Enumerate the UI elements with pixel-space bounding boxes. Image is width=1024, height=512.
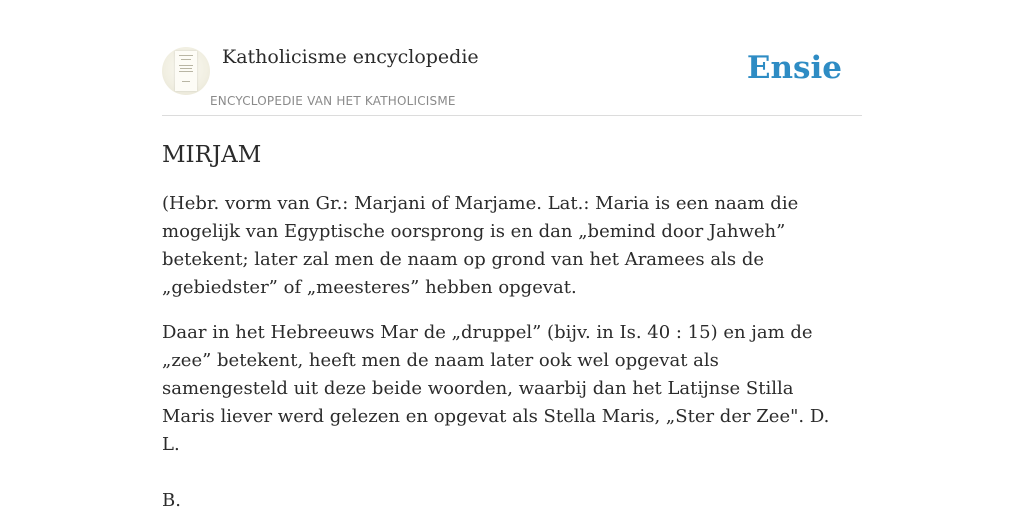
ensie-logo-link[interactable]: Ensie [746, 50, 842, 86]
entry-content [162, 140, 842, 512]
site-title[interactable]: Katholicisme encyclopedie [222, 46, 479, 68]
entry-paragraph: (Hebr. vorm van Gr.: Marjani of Marjame. Lat.: Maria is een naam die mogelijk van Egyptische oorsprong is en dan „bemind door Jahweh” betekent; later zal men de naam op grond van het Aramees als de „gebiedster” of „meesteres” hebben opgevat. [162, 193, 799, 298]
site-header [162, 40, 862, 116]
site-subtitle: ENCYCLOPEDIE VAN HET KATHOLICISME [210, 94, 456, 108]
encyclopedia-cover-image[interactable] [162, 47, 210, 95]
cover-page-illustration [175, 51, 197, 91]
entry-paragraph: Daar in het Hebreeuws Mar de „druppel” (bijv. in Is. 40 : 15) en jam de „zee” betekent, heeft men de naam later ook wel opgevat als samengesteld uit deze beide woorden, waarbij dan het Latijnse Stilla Maris liever werd gelezen en opgevat als Stella Maris, „Ster der Zee". D. L. [162, 322, 830, 455]
entry-title: MIRJAM [162, 142, 262, 168]
entry-author: B. [162, 490, 181, 511]
